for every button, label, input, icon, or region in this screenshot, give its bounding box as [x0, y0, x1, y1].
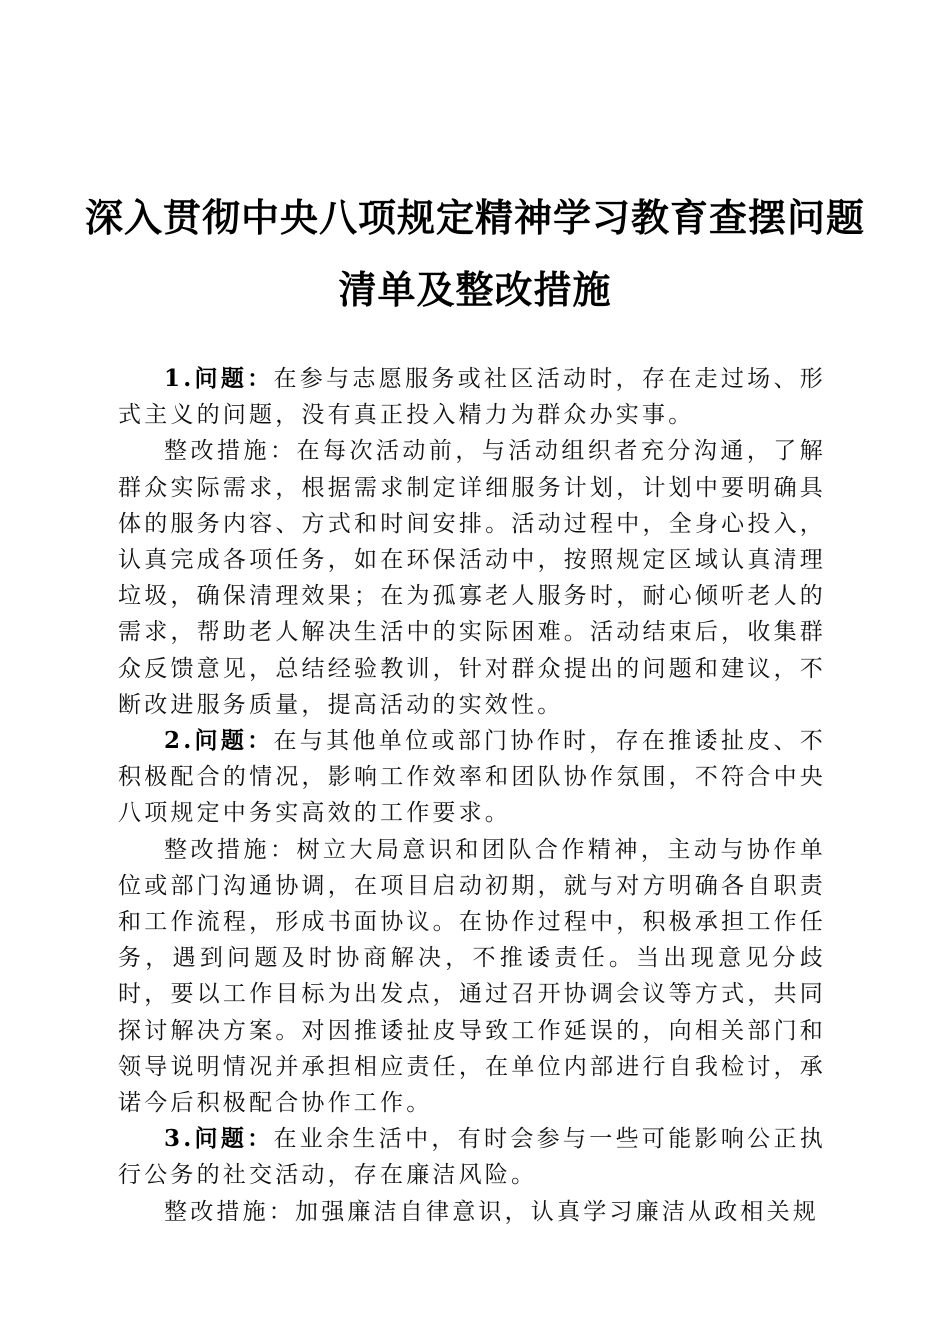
document-title-line-2: 清单及整改措施	[338, 267, 612, 312]
problem-text-1: 在参与志愿服务或社区活动时，存在走过场、形式主义的问题，没有真正投入精力为群众办实事。	[118, 366, 827, 429]
document-title-line-1: 深入贯彻中央八项规定精神学习教育查摆问题	[84, 195, 865, 240]
problem-text-2: 在与其他单位或部门协作时，存在推诿扯皮、不积极配合的情况，影响工作效率和团队协作氛围，不符合中央八项规定中务实高效的工作要求。	[118, 728, 827, 827]
problem-text-3: 在业余生活中，有时会参与一些可能影响公正执行公务的社交活动，存在廉洁风险。	[118, 1126, 827, 1189]
document-body	[118, 361, 826, 1230]
problem-label-3: 3.问题：	[164, 1125, 274, 1153]
problem-label-2: 2.问题：	[164, 727, 274, 755]
measure-paragraph-1: 整改措施：在每次活动前，与活动组织者充分沟通，了解群众实际需求，根据需求制定详细服务计划，计划中要明确具体的服务内容、方式和时间安排。活动过程中，全身心投入，认真完成各项任务，如在环保活动中，按照规定区域认真清理垃圾，确保清理效果；在为孤寡老人服务时，耐心倾听老人的需求，帮助老人解决生活中的实际困难。活动结束后，收集群众反馈意见，总结经验教训，针对群众提出的问题和建议，不断改进服务质量，提高活动的实效性。	[118, 438, 826, 718]
problem-paragraph-2	[118, 723, 826, 832]
problem-label-1: 1.问题：	[164, 365, 274, 392]
measure-paragraph-2: 整改措施：树立大局意识和团队合作精神，主动与协作单位或部门沟通协调，在项目启动初期，就与对方明确各自职责和工作流程，形成书面协议。在协作过程中，积极承担工作任务，遇到问题及时协商解决，不推诿责任。当出现意见分歧时，要以工作目标为出发点，通过召开协调会议等方式，共同探讨解决方案。对因推诿扯皮导致工作延误的，向相关部门和领导说明情况并承担相应责任，在单位内部进行自我检讨，承诺今后积极配合协作工作。	[118, 836, 826, 1117]
problem-paragraph-1	[118, 361, 826, 433]
measure-paragraph-3: 整改措施：加强廉洁自律意识，认真学习廉洁从政相关规	[164, 1198, 819, 1225]
problem-paragraph-3	[118, 1121, 826, 1193]
